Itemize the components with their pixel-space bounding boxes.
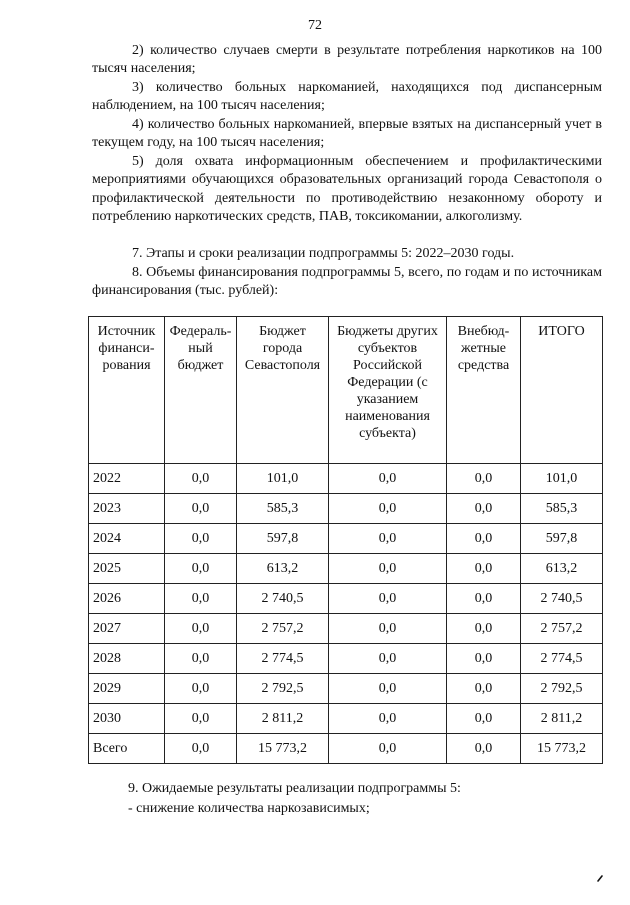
cell-other: 0,0	[329, 674, 447, 704]
cell-other: 0,0	[329, 524, 447, 554]
cell-city: 2 774,5	[237, 644, 329, 674]
cell-other: 0,0	[329, 554, 447, 584]
cell-other: 0,0	[329, 614, 447, 644]
header-federal-budget: Федераль-ный бюджет	[165, 317, 237, 464]
cell-extra: 0,0	[447, 644, 521, 674]
cell-extra: 0,0	[447, 674, 521, 704]
table-row	[89, 524, 603, 554]
cell-federal: 0,0	[165, 494, 237, 524]
cell-total: 2 757,2	[521, 614, 603, 644]
table-row	[89, 704, 603, 734]
cell-federal: 0,0	[165, 584, 237, 614]
cell-federal: 0,0	[165, 734, 237, 764]
cell-city: 2 792,5	[237, 674, 329, 704]
cell-total: 585,3	[521, 494, 603, 524]
cell-year: 2028	[89, 644, 165, 674]
table-row	[89, 554, 603, 584]
cell-city: 2 740,5	[237, 584, 329, 614]
cell-total: 613,2	[521, 554, 603, 584]
cell-year: 2027	[89, 614, 165, 644]
table-row-total	[89, 734, 603, 764]
table-row	[89, 614, 603, 644]
table-row	[89, 644, 603, 674]
header-total: ИТОГО	[521, 317, 603, 464]
cell-extra: 0,0	[447, 464, 521, 494]
cell-city: 613,2	[237, 554, 329, 584]
cell-extra: 0,0	[447, 614, 521, 644]
cell-other: 0,0	[329, 644, 447, 674]
table-header-row	[89, 317, 603, 464]
cell-city: 585,3	[237, 494, 329, 524]
paragraph-item-5: 5) доля охвата информационным обеспечением и профилактическими мероприятиями обучающихся образовательных организаций города Севастополя о профилактической деятельности по противодействию незаконному обороту и потреблению наркотических средств, ПАВ, токсикомании, алкоголизму.	[92, 154, 602, 224]
cell-other: 0,0	[329, 584, 447, 614]
cell-other: 0,0	[329, 494, 447, 524]
header-city-budget: Бюджет города Севастополя	[237, 317, 329, 464]
cell-other: 0,0	[329, 734, 447, 764]
header-extrabudgetary: Внебюд-жетные средства	[447, 317, 521, 464]
cell-year: 2022	[89, 464, 165, 494]
cell-city: 15 773,2	[237, 734, 329, 764]
cell-total: 2 811,2	[521, 704, 603, 734]
cell-total: 15 773,2	[521, 734, 603, 764]
cell-total: 597,8	[521, 524, 603, 554]
paragraph-item-3: 3) количество больных наркоманией, находящихся под диспансерным наблюдением, на 100 тысяч населения;	[92, 80, 602, 114]
cell-federal: 0,0	[165, 674, 237, 704]
cell-city: 2 757,2	[237, 614, 329, 644]
cell-total: 2 792,5	[521, 674, 603, 704]
cell-year: 2023	[89, 494, 165, 524]
cell-city: 597,8	[237, 524, 329, 554]
cell-federal: 0,0	[165, 644, 237, 674]
paragraph-stages: 7. Этапы и сроки реализации подпрограммы 5: 2022–2030 годы.	[132, 246, 515, 261]
cell-extra: 0,0	[447, 734, 521, 764]
cell-year: 2026	[89, 584, 165, 614]
financing-table	[88, 316, 603, 764]
table-row	[89, 584, 603, 614]
cell-total: 101,0	[521, 464, 603, 494]
table-row	[89, 464, 603, 494]
results-item: - снижение количества наркозависимых;	[128, 801, 370, 816]
header-other-subjects: Бюджеты других субъектов Российской Федерации (с указанием наименования субъекта)	[329, 317, 447, 464]
results-heading: 9. Ожидаемые результаты реализации подпрограммы 5:	[128, 781, 461, 796]
cell-federal: 0,0	[165, 704, 237, 734]
cell-extra: 0,0	[447, 554, 521, 584]
cell-extra: 0,0	[447, 524, 521, 554]
page-number: 72	[308, 18, 322, 33]
table-row	[89, 494, 603, 524]
cell-other: 0,0	[329, 464, 447, 494]
cell-federal: 0,0	[165, 464, 237, 494]
cell-total: 2 740,5	[521, 584, 603, 614]
cell-city: 2 811,2	[237, 704, 329, 734]
table-row	[89, 674, 603, 704]
cell-year: 2025	[89, 554, 165, 584]
paragraph-item-2: 2) количество случаев смерти в результате потребления наркотиков на 100 тысяч населения;	[92, 43, 602, 77]
cell-extra: 0,0	[447, 704, 521, 734]
cell-total: 2 774,5	[521, 644, 603, 674]
cell-federal: 0,0	[165, 524, 237, 554]
cell-federal: 0,0	[165, 554, 237, 584]
cell-year: 2030	[89, 704, 165, 734]
paragraph-item-4: 4) количество больных наркоманией, впервые взятых на диспансерный учет в текущем году, на 100 тысяч населения;	[92, 117, 602, 151]
cell-federal: 0,0	[165, 614, 237, 644]
cell-extra: 0,0	[447, 584, 521, 614]
paragraph-financing: 8. Объемы финансирования подпрограммы 5, всего, по годам и по источникам финансирования (тыс. рублей):	[92, 265, 602, 299]
pen-mark	[596, 872, 606, 888]
cell-other: 0,0	[329, 704, 447, 734]
header-source: Источник финанси-рования	[89, 317, 165, 464]
cell-year: 2029	[89, 674, 165, 704]
cell-city: 101,0	[237, 464, 329, 494]
cell-extra: 0,0	[447, 494, 521, 524]
cell-year: 2024	[89, 524, 165, 554]
cell-year: Всего	[89, 734, 165, 764]
